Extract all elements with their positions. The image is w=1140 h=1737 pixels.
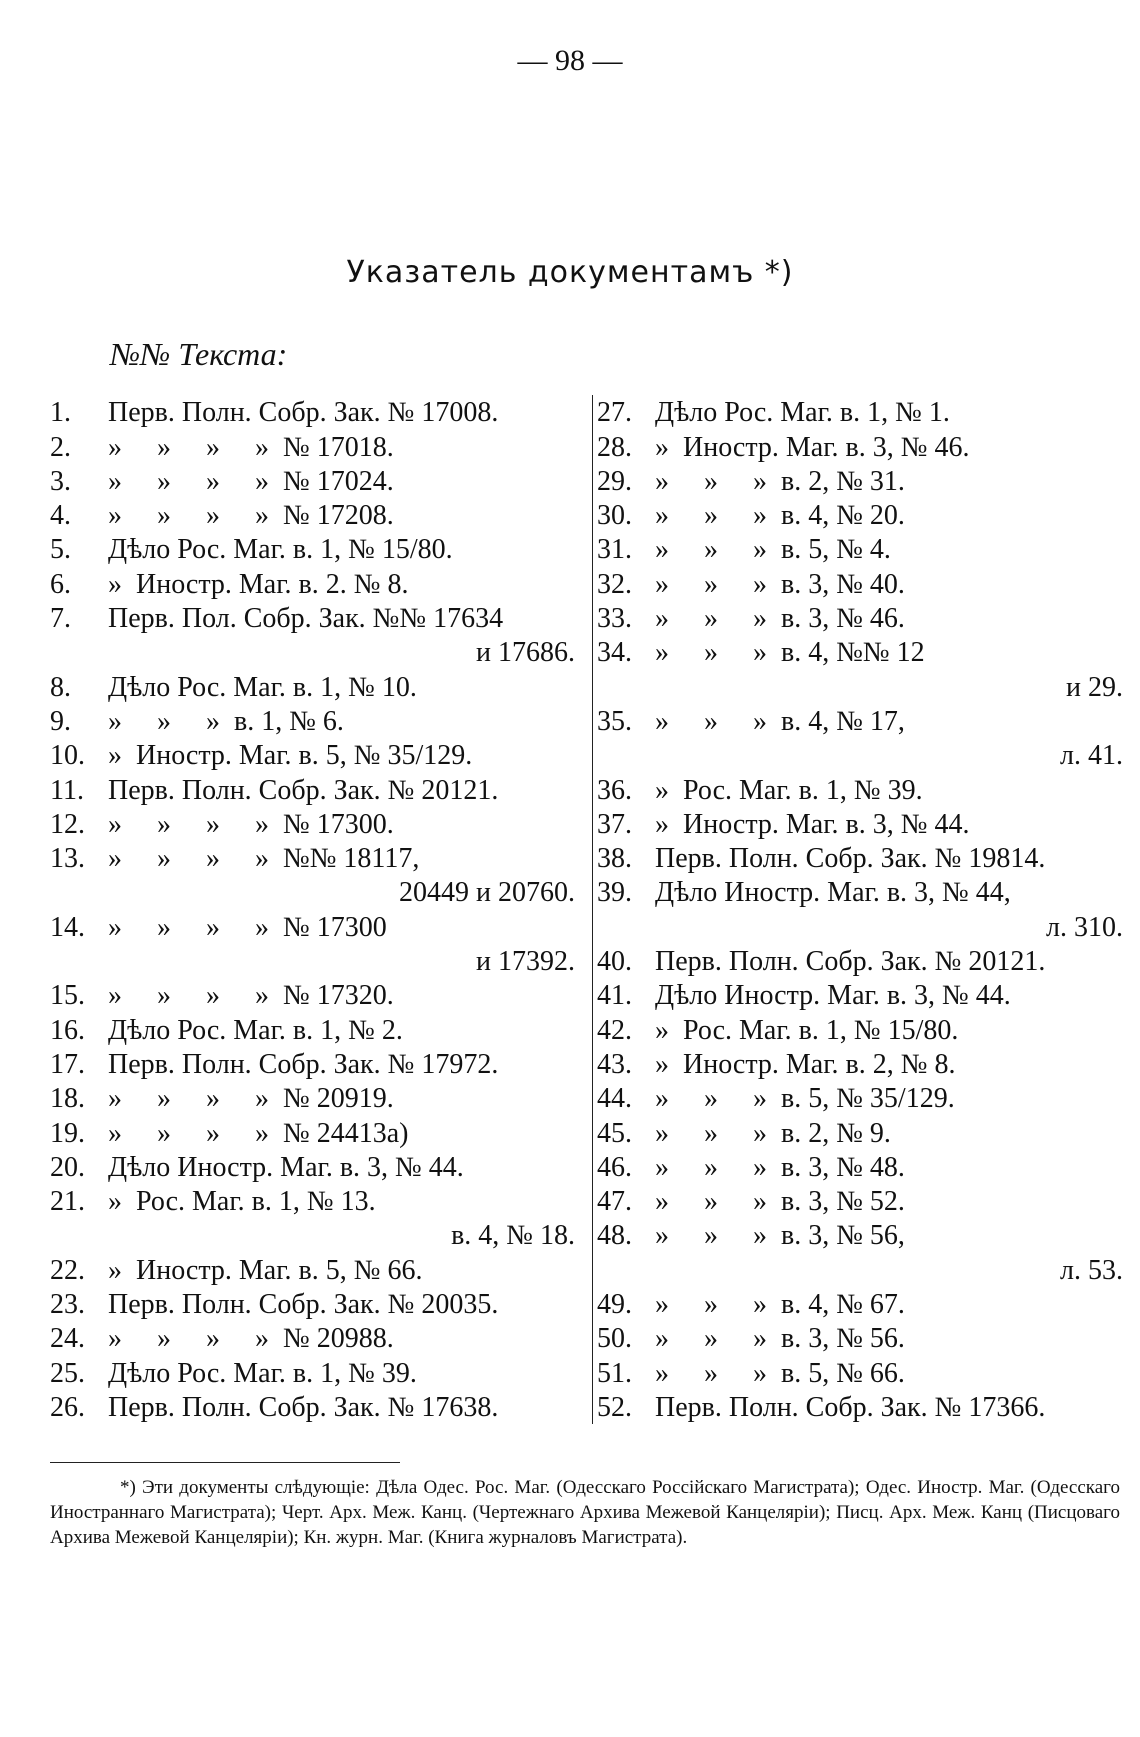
entry-reference: » » » » № 17024. (108, 465, 394, 497)
entry-number: 24. (50, 1323, 85, 1355)
entry-number: 34. (597, 637, 632, 669)
entry-reference: » » » » №№ 18117, (108, 843, 420, 875)
entry-reference: » » » » № 24413а) (108, 1117, 409, 1149)
index-entry (593, 704, 1123, 738)
entry-reference: Перв. Полн. Собр. Зак. № 20035. (108, 1289, 499, 1321)
entry-number: 47. (597, 1186, 632, 1218)
entry-reference: » » » » № 17300. (108, 808, 394, 840)
entry-reference: Перв. Полн. Собр. Зак. № 20121. (655, 946, 1046, 978)
entry-number: 21. (50, 1186, 85, 1218)
index-entry (593, 1390, 1123, 1424)
entry-number: 48. (597, 1220, 632, 1252)
entry-reference: Дѣло Рос. Маг. в. 1, № 1. (655, 397, 950, 429)
index-entry (50, 601, 575, 635)
entry-reference: л. 310. (1046, 911, 1123, 943)
index-entry-continuation (50, 875, 575, 909)
index-entry (593, 532, 1123, 566)
index-entry (50, 1115, 575, 1149)
entry-reference: 20449 и 20760. (399, 877, 575, 909)
entry-number: 8. (50, 671, 71, 703)
entry-number: 43. (597, 1048, 632, 1080)
entry-number: 30. (597, 500, 632, 532)
entry-number: 28. (597, 431, 632, 463)
entry-reference: » Рос. Маг. в. 1, № 13. (108, 1186, 376, 1218)
entry-reference: » » » в. 4, №№ 12 (655, 637, 925, 669)
index-entry (593, 1287, 1123, 1321)
entry-reference: » » » в. 3, № 56. (655, 1323, 905, 1355)
entry-number: 17. (50, 1048, 85, 1080)
index-entry (593, 1184, 1123, 1218)
entry-number: 49. (597, 1289, 632, 1321)
index-entry (50, 978, 575, 1012)
entry-number: 14. (50, 911, 85, 943)
entry-number: 4. (50, 500, 71, 532)
entry-number: 45. (597, 1117, 632, 1149)
entry-reference: Дѣло Иностр. Маг. в. 3, № 44, (655, 877, 1011, 909)
entry-number: 36. (597, 774, 632, 806)
footnote: *) Эти документы слѣдующіе: Дѣла Одес. Рос. Маг. (Одесскаго Россійскаго Магистрата); Одес. Иностр. Маг. (Одесскаго Иностраннаго Магистрата); Черт. Арх. Меж. Канц. (Чертежнаго Архива Межевой Канцеляріи); Писц. Арх. Меж. Канц (Писцоваго Архива Межевой Канцеляріи); Кн. журн. Маг. (Книга журналовъ Магистрата). (50, 1477, 1120, 1548)
entry-number: 3. (50, 465, 71, 497)
index-entry (50, 566, 575, 600)
index-entry (593, 1150, 1123, 1184)
index-entry (50, 464, 575, 498)
entry-reference: » Рос. Маг. в. 1, № 39. (655, 774, 923, 806)
entry-reference: » » » в. 5, № 4. (655, 534, 891, 566)
index-entry (50, 1150, 575, 1184)
index-entry (50, 1184, 575, 1218)
entry-number: 50. (597, 1323, 632, 1355)
entry-reference: Дѣло Иностр. Маг. в. 3, № 44. (108, 1151, 464, 1183)
entry-reference: » » » в. 4, № 67. (655, 1289, 905, 1321)
entry-reference: Перв. Полн. Собр. Зак. № 17638. (108, 1391, 499, 1423)
entry-number: 35. (597, 705, 632, 737)
page-number: — 98 — (517, 44, 623, 77)
entry-reference: Перв. Пол. Собр. Зак. №№ 17634 (108, 603, 504, 635)
entry-number: 2. (50, 431, 71, 463)
entry-number: 11. (50, 774, 84, 806)
entry-number: 44. (597, 1083, 632, 1115)
index-entry (593, 566, 1123, 600)
entry-reference: » » » в. 3, № 48. (655, 1151, 905, 1183)
entry-reference: » Иностр. Маг. в. 3, № 46. (655, 431, 970, 463)
entry-number: 16. (50, 1014, 85, 1046)
entry-reference: Дѣло Рос. Маг. в. 1, № 2. (108, 1014, 403, 1046)
index-entry (50, 395, 575, 429)
entry-reference: » Иностр. Маг. в. 2. № 8. (108, 568, 409, 600)
index-entry (593, 807, 1123, 841)
index-entry (50, 669, 575, 703)
entry-reference: » » » в. 4, № 20. (655, 500, 905, 532)
entry-reference: » » » » № 17018. (108, 431, 394, 463)
entry-number: 38. (597, 843, 632, 875)
entry-number: 39. (597, 877, 632, 909)
entry-number: 40. (597, 946, 632, 978)
entry-number: 27. (597, 397, 632, 429)
entry-number: 1. (50, 397, 71, 429)
entry-reference: Перв. Полн. Собр. Зак. № 20121. (108, 774, 499, 806)
entry-reference: » Рос. Маг. в. 1, № 15/80. (655, 1014, 959, 1046)
entry-reference: Дѣло Рос. Маг. в. 1, № 10. (108, 671, 417, 703)
entry-number: 46. (597, 1151, 632, 1183)
entry-reference: Дѣло Рос. Маг. в. 1, № 15/80. (108, 534, 453, 566)
entry-reference: » Иностр. Маг. в. 5, № 66. (108, 1254, 423, 1286)
entry-reference: Перв. Полн. Собр. Зак. № 17972. (108, 1048, 499, 1080)
entry-number: 51. (597, 1357, 632, 1389)
index-entry (50, 1012, 575, 1046)
entry-number: 7. (50, 603, 71, 635)
index-entry (50, 1252, 575, 1286)
entry-reference: » » » » № 20988. (108, 1323, 394, 1355)
index-entry (50, 841, 575, 875)
index-entry (50, 772, 575, 806)
entry-number: 19. (50, 1117, 85, 1149)
entry-reference: » » » » № 17208. (108, 500, 394, 532)
entry-number: 32. (597, 568, 632, 600)
index-entry (593, 944, 1123, 978)
entry-reference: » » » » № 20919. (108, 1083, 394, 1115)
entry-reference: » Иностр. Маг. в. 2, № 8. (655, 1048, 956, 1080)
index-entry (593, 498, 1123, 532)
index-entry (50, 807, 575, 841)
index-entry (593, 1047, 1123, 1081)
index-entry (593, 1115, 1123, 1149)
entry-number: 25. (50, 1357, 85, 1389)
entry-reference: » » » в. 3, № 56, (655, 1220, 905, 1252)
entry-reference: » » » в. 1, № 6. (108, 705, 344, 737)
index-entry-continuation (593, 909, 1123, 943)
index-entry (50, 498, 575, 532)
entry-reference: » » » в. 2, № 31. (655, 465, 905, 497)
entry-number: 9. (50, 705, 71, 737)
index-entry (50, 1321, 575, 1355)
entry-number: 26. (50, 1391, 85, 1423)
entry-number: 13. (50, 843, 85, 875)
index-entry (50, 738, 575, 772)
index-entry (593, 841, 1123, 875)
entry-number: 41. (597, 980, 632, 1012)
entry-reference: Дѣло Иностр. Маг. в. 3, № 44. (655, 980, 1011, 1012)
entry-number: 6. (50, 568, 71, 600)
entry-reference: » » » в. 3, № 52. (655, 1186, 905, 1218)
index-entry-continuation (50, 1218, 575, 1252)
index-entry-continuation (50, 635, 575, 669)
index-entry (593, 635, 1123, 669)
entry-number: 10. (50, 740, 85, 772)
index-entry (50, 704, 575, 738)
index-entry (593, 395, 1123, 429)
page-title: Указатель документамъ *) (346, 255, 794, 290)
entry-number: 42. (597, 1014, 632, 1046)
index-entry (50, 532, 575, 566)
entry-number: 33. (597, 603, 632, 635)
left-column (50, 395, 575, 1424)
entry-reference: Перв. Полн. Собр. Зак. № 17366. (655, 1391, 1046, 1423)
entry-reference: » » » в. 5, № 35/129. (655, 1083, 955, 1115)
index-entry (593, 1321, 1123, 1355)
entry-reference: » » » » № 17300 (108, 911, 387, 943)
index-entry (50, 429, 575, 463)
entry-reference: и 17686. (476, 637, 575, 669)
entry-reference: Дѣло Рос. Маг. в. 1, № 39. (108, 1357, 417, 1389)
index-entry (593, 464, 1123, 498)
index-entry-continuation (593, 738, 1123, 772)
index-entry (593, 772, 1123, 806)
entry-reference: и 29. (1066, 671, 1123, 703)
entry-reference: » Иностр. Маг. в. 5, № 35/129. (108, 740, 473, 772)
entry-number: 29. (597, 465, 632, 497)
entry-number: 5. (50, 534, 71, 566)
index-entry (593, 875, 1123, 909)
index-entry (593, 601, 1123, 635)
entry-reference: » » » в. 2, № 9. (655, 1117, 891, 1149)
index-entry (593, 978, 1123, 1012)
index-entry-continuation (593, 669, 1123, 703)
index-entry (50, 1355, 575, 1389)
entry-reference: » » » в. 3, № 40. (655, 568, 905, 600)
index-entry (50, 909, 575, 943)
entry-reference: » » » в. 5, № 66. (655, 1357, 905, 1389)
entry-reference: Перв. Полн. Собр. Зак. № 17008. (108, 397, 499, 429)
index-entry (593, 1355, 1123, 1389)
index-entry (593, 429, 1123, 463)
index-entry (50, 1287, 575, 1321)
index-entry (593, 1218, 1123, 1252)
entry-reference: Перв. Полн. Собр. Зак. № 19814. (655, 843, 1046, 875)
index-entry (50, 1390, 575, 1424)
entry-reference: в. 4, № 18. (451, 1220, 575, 1252)
entry-number: 37. (597, 808, 632, 840)
index-entry (50, 1047, 575, 1081)
entry-reference: » » » » № 17320. (108, 980, 394, 1012)
entry-reference: л. 53. (1060, 1254, 1123, 1286)
index-entry-continuation (593, 1252, 1123, 1286)
entry-reference: » » » в. 3, № 46. (655, 603, 905, 635)
entry-reference: » Иностр. Маг. в. 3, № 44. (655, 808, 970, 840)
index-entry-continuation (50, 944, 575, 978)
entry-number: 12. (50, 808, 85, 840)
entry-number: 18. (50, 1083, 85, 1115)
right-column (592, 395, 1123, 1424)
entry-number: 23. (50, 1289, 85, 1321)
entry-reference: » » » в. 4, № 17, (655, 705, 905, 737)
index-entry (593, 1012, 1123, 1046)
footnote-rule (50, 1462, 400, 1463)
index-entry (50, 1081, 575, 1115)
entry-number: 20. (50, 1151, 85, 1183)
index-entry (593, 1081, 1123, 1115)
section-subheading: №№ Текста: (110, 336, 288, 372)
entry-number: 31. (597, 534, 632, 566)
entry-number: 15. (50, 980, 85, 1012)
entry-reference: и 17392. (476, 946, 575, 978)
entry-reference: л. 41. (1060, 740, 1123, 772)
entry-number: 52. (597, 1391, 632, 1423)
entry-number: 22. (50, 1254, 85, 1286)
